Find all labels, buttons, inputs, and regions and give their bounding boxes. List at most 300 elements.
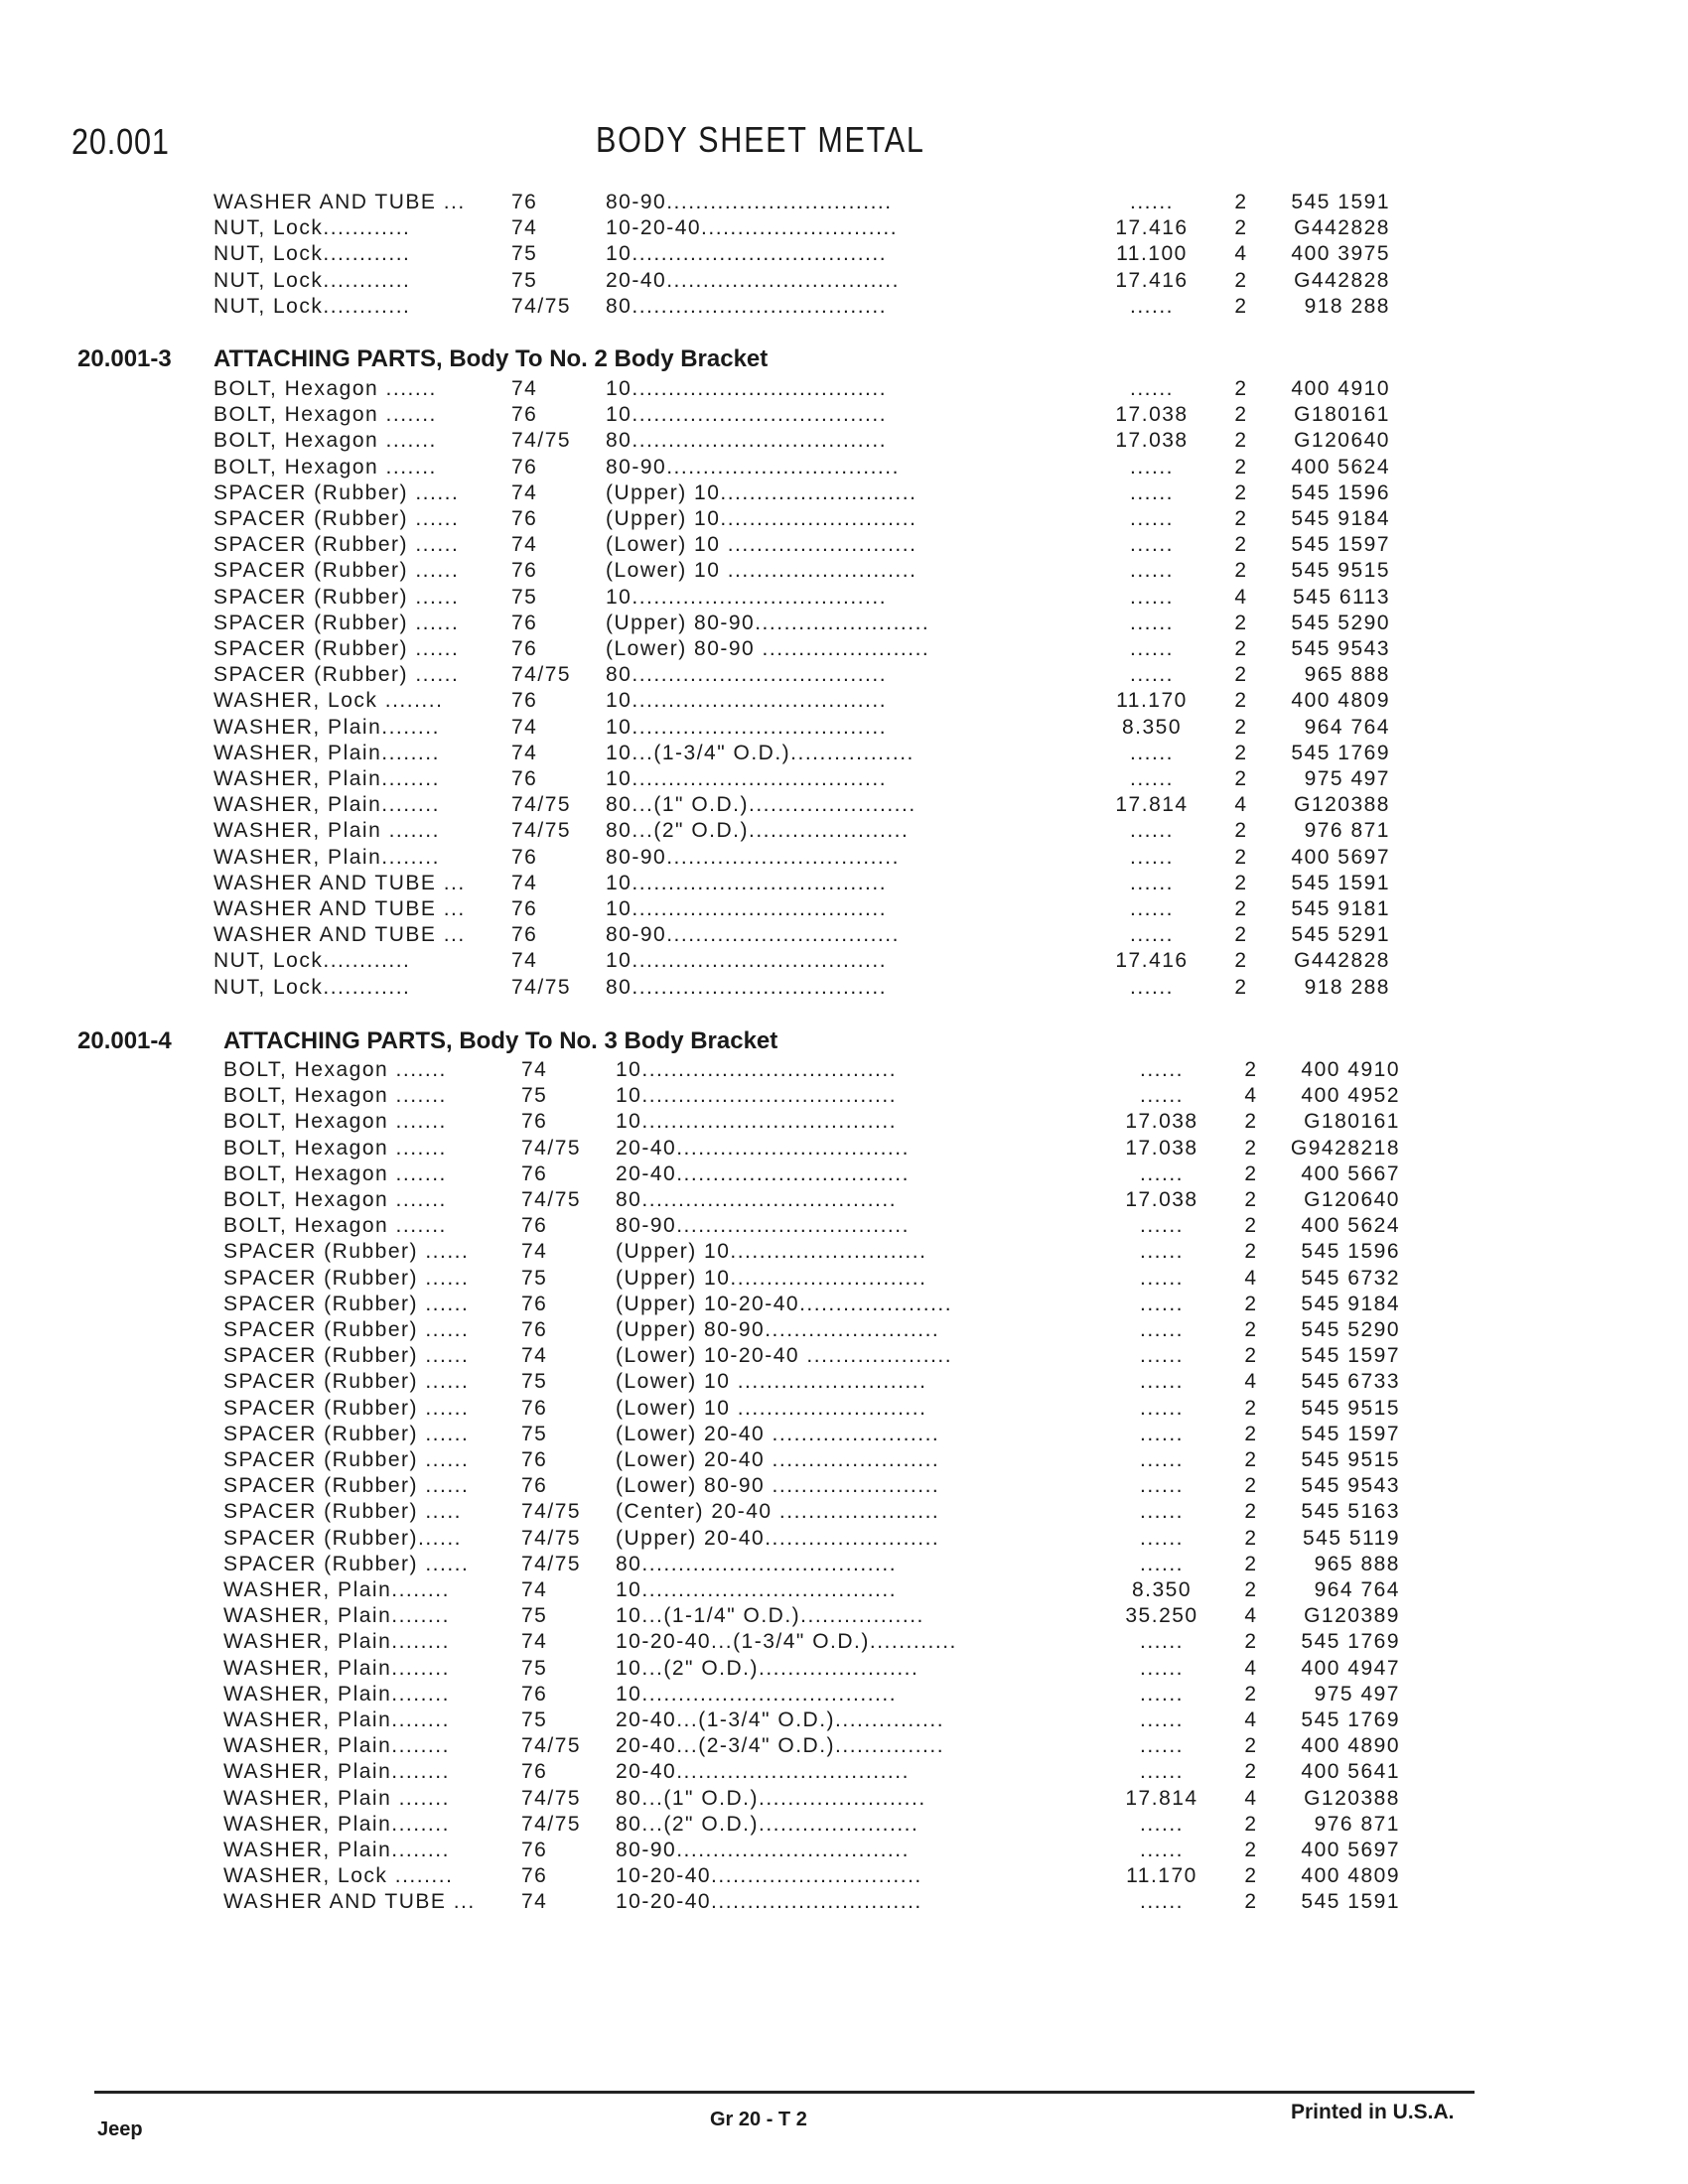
part-year: 75 (521, 1084, 548, 1108)
part-app: 80...(2" O.D.)...................... (616, 1812, 919, 1836)
part-ref: ...... (1139, 1500, 1184, 1524)
part-part: 918 288 (1304, 294, 1390, 318)
part-ref: ...... (1129, 480, 1174, 504)
part-qty: 2 (1234, 897, 1248, 920)
part-name: WASHER, Plain........ (213, 845, 440, 869)
part-qty: 2 (1234, 559, 1248, 583)
part-app: 10................................... (606, 715, 888, 739)
part-year: 75 (521, 1656, 548, 1680)
part-part: 976 871 (1314, 1812, 1400, 1836)
part-year: 76 (511, 191, 538, 213)
part-ref: ...... (1129, 191, 1174, 213)
part-app: (Upper) 10........................... (606, 507, 917, 530)
part-part: 545 5290 (1291, 611, 1390, 634)
part-year: 76 (511, 403, 538, 427)
part-app: 20-40................................ (616, 1136, 910, 1160)
part-qty: 2 (1234, 268, 1248, 292)
part-ref: ...... (1139, 1474, 1184, 1498)
part-qty: 2 (1244, 1318, 1258, 1341)
section-title: ATTACHING PARTS, Body To No. 2 Body Bracket (213, 345, 769, 372)
part-year: 75 (511, 242, 538, 266)
part-qty: 2 (1244, 1839, 1258, 1861)
part-qty: 4 (1244, 1708, 1258, 1731)
part-ref: ...... (1129, 559, 1174, 583)
page-title: BODY SHEET METAL (596, 119, 925, 160)
part-qty: 2 (1234, 637, 1248, 660)
part-qty: 4 (1234, 242, 1248, 266)
part-ref: ...... (1129, 455, 1174, 478)
part-app: (Upper) 80-90........................ (606, 611, 930, 634)
part-qty: 2 (1244, 1136, 1258, 1160)
part-ref: ...... (1139, 1812, 1184, 1836)
part-year: 74/75 (521, 1812, 582, 1836)
part-qty: 2 (1244, 1214, 1258, 1238)
part-year: 74 (511, 871, 538, 894)
part-app: 10-20-40........................... (606, 216, 899, 240)
part-qty: 2 (1234, 689, 1248, 713)
part-name: BOLT, Hexagon ....... (223, 1161, 447, 1185)
part-year: 74 (511, 216, 538, 240)
part-ref: ...... (1139, 1708, 1184, 1731)
part-year: 75 (521, 1604, 548, 1628)
part-name: BOLT, Hexagon ....... (213, 377, 437, 400)
part-ref: ...... (1139, 1552, 1184, 1575)
part-name: SPACER (Rubber) ...... (213, 663, 460, 687)
part-app: 10................................... (606, 871, 888, 894)
part-app: 10................................... (606, 897, 888, 920)
part-part: 545 1596 (1301, 1240, 1400, 1264)
part-part: 545 9543 (1291, 637, 1390, 660)
part-name: WASHER, Plain........ (223, 1578, 450, 1601)
part-name: SPACER (Rubber)...... (223, 1526, 463, 1550)
part-part: 545 1769 (1301, 1708, 1400, 1731)
part-ref: ...... (1129, 377, 1174, 400)
part-ref: ...... (1139, 1448, 1184, 1471)
part-name: BOLT, Hexagon ....... (223, 1110, 447, 1134)
part-ref: 17.814 (1125, 1786, 1198, 1810)
part-qty: 4 (1244, 1266, 1258, 1290)
part-app: (Lower) 20-40 ....................... (616, 1448, 940, 1471)
part-year: 76 (521, 1318, 548, 1341)
part-part: G442828 (1294, 216, 1390, 240)
part-year: 74/75 (511, 975, 572, 999)
part-name: SPACER (Rubber) ...... (223, 1240, 470, 1264)
part-app: 80...(1" O.D.)....................... (616, 1786, 926, 1810)
part-part: 545 9515 (1291, 559, 1390, 583)
part-year: 76 (511, 611, 538, 634)
part-qty: 2 (1244, 1864, 1258, 1888)
part-name: BOLT, Hexagon ....... (223, 1214, 447, 1238)
part-ref: ...... (1129, 819, 1174, 843)
section-title: ATTACHING PARTS, Body To No. 3 Body Bracket (223, 1027, 778, 1054)
footer-divider (94, 2091, 1475, 2094)
part-part: 400 4947 (1301, 1656, 1400, 1680)
part-part: 545 1597 (1301, 1422, 1400, 1445)
part-name: SPACER (Rubber) ...... (223, 1422, 470, 1445)
part-app: 10................................... (616, 1058, 898, 1081)
part-year: 76 (511, 637, 538, 660)
part-app: (Upper) 10-20-40..................... (616, 1292, 953, 1315)
part-year: 76 (511, 845, 538, 869)
part-app: 80-90................................ (606, 923, 900, 947)
part-year: 76 (521, 1161, 548, 1185)
part-year: 74/75 (521, 1500, 582, 1524)
part-year: 74/75 (511, 793, 572, 817)
part-app: 80-90................................ (616, 1214, 910, 1238)
part-name: SPACER (Rubber) ...... (213, 533, 460, 557)
part-ref: 8.350 (1121, 715, 1183, 739)
footer-brand: Jeep (97, 2118, 143, 2140)
part-app: 80-90................................ (606, 845, 900, 869)
part-year: 76 (511, 455, 538, 478)
part-app: 10................................... (606, 403, 888, 427)
part-part: G180161 (1294, 403, 1390, 427)
part-ref: ...... (1139, 1890, 1184, 1914)
part-year: 76 (521, 1448, 548, 1471)
part-app: 10-20-40............................. (616, 1864, 922, 1888)
part-qty: 2 (1234, 845, 1248, 869)
part-qty: 2 (1244, 1760, 1258, 1784)
part-qty: 2 (1234, 455, 1248, 478)
part-part: 545 9515 (1301, 1396, 1400, 1420)
part-app: 10-20-40...(1-3/4" O.D.)............ (616, 1630, 957, 1654)
part-name: WASHER, Plain........ (223, 1839, 450, 1861)
part-app: 20-40...(1-3/4" O.D.)............... (616, 1708, 945, 1731)
part-part: 400 5697 (1291, 845, 1390, 869)
part-year: 75 (511, 585, 538, 609)
part-year: 74 (511, 715, 538, 739)
part-name: SPACER (Rubber) ...... (213, 559, 460, 583)
part-ref: ...... (1139, 1682, 1184, 1706)
part-app: (Upper) 10........................... (606, 480, 917, 504)
part-name: SPACER (Rubber) ...... (213, 637, 460, 660)
part-part: 545 6733 (1301, 1370, 1400, 1394)
part-name: NUT, Lock............ (213, 975, 411, 999)
part-name: WASHER, Plain........ (223, 1682, 450, 1706)
part-app: 20-40................................ (616, 1760, 910, 1784)
part-app: 10...(2" O.D.)...................... (616, 1656, 919, 1680)
part-part: 975 497 (1314, 1682, 1400, 1706)
part-year: 75 (521, 1708, 548, 1731)
part-name: NUT, Lock............ (213, 268, 411, 292)
part-qty: 2 (1244, 1058, 1258, 1081)
part-year: 74/75 (521, 1188, 582, 1211)
part-qty: 4 (1244, 1370, 1258, 1394)
part-part: 545 5290 (1301, 1318, 1400, 1341)
part-name: WASHER, Plain........ (213, 741, 440, 764)
part-part: 965 888 (1314, 1552, 1400, 1575)
part-name: WASHER, Plain ....... (223, 1786, 450, 1810)
part-name: WASHER, Plain........ (223, 1760, 450, 1784)
part-ref: 11.170 (1126, 1864, 1197, 1888)
part-qty: 2 (1234, 533, 1248, 557)
part-qty: 2 (1234, 403, 1248, 427)
part-ref: ...... (1129, 923, 1174, 947)
part-year: 76 (511, 507, 538, 530)
part-ref: ...... (1139, 1161, 1184, 1185)
part-part: 400 4952 (1301, 1084, 1400, 1108)
part-ref: ...... (1129, 845, 1174, 869)
page-number-header: 20.001 (71, 121, 170, 162)
part-app: 80................................... (606, 429, 888, 453)
part-name: WASHER, Plain........ (223, 1708, 450, 1731)
part-year: 74 (511, 533, 538, 557)
part-year: 75 (521, 1370, 548, 1394)
part-ref: 17.038 (1125, 1136, 1198, 1160)
part-qty: 2 (1244, 1500, 1258, 1524)
part-part: 400 5641 (1301, 1760, 1400, 1784)
part-app: 80-90................................ (606, 455, 900, 478)
part-part: 976 871 (1304, 819, 1390, 843)
part-year: 76 (511, 689, 538, 713)
part-part: 964 764 (1314, 1578, 1400, 1601)
part-app: 10...(1-1/4" O.D.)................. (616, 1604, 924, 1628)
part-ref: ...... (1129, 294, 1174, 318)
part-year: 76 (511, 897, 538, 920)
part-part: G120388 (1294, 793, 1390, 817)
part-name: NUT, Lock............ (213, 242, 411, 266)
part-year: 74 (511, 741, 538, 764)
part-ref: ...... (1139, 1318, 1184, 1341)
part-app: 10................................... (606, 767, 888, 790)
part-qty: 2 (1244, 1734, 1258, 1758)
part-part: G120640 (1294, 429, 1390, 453)
part-year: 74/75 (511, 429, 572, 453)
part-qty: 2 (1234, 611, 1248, 634)
part-name: WASHER, Plain........ (213, 715, 440, 739)
part-app: 80................................... (616, 1552, 898, 1575)
part-part: 400 5624 (1301, 1214, 1400, 1238)
part-qty: 2 (1244, 1552, 1258, 1575)
part-app: 80................................... (606, 975, 888, 999)
part-name: WASHER AND TUBE ... (213, 871, 466, 894)
part-year: 74 (521, 1578, 548, 1601)
part-year: 74 (511, 377, 538, 400)
part-part: 964 764 (1304, 715, 1390, 739)
part-name: SPACER (Rubber) ..... (223, 1500, 463, 1524)
part-ref: ...... (1139, 1084, 1184, 1108)
section-number: 20.001-4 (77, 1027, 172, 1054)
part-year: 76 (521, 1682, 548, 1706)
part-ref: ...... (1139, 1058, 1184, 1081)
part-part: G442828 (1294, 949, 1390, 973)
part-name: NUT, Lock............ (213, 949, 411, 973)
part-app: (Lower) 10-20-40 .................... (616, 1344, 953, 1368)
part-part: 400 4910 (1301, 1058, 1400, 1081)
part-part: 545 5291 (1291, 923, 1390, 947)
part-ref: 35.250 (1125, 1604, 1198, 1628)
part-year: 75 (521, 1266, 548, 1290)
part-app: 80-90................................ (616, 1839, 910, 1861)
part-ref: 17.814 (1115, 793, 1189, 817)
part-qty: 2 (1234, 294, 1248, 318)
part-part: 400 4910 (1291, 377, 1390, 400)
part-qty: 2 (1244, 1344, 1258, 1368)
part-part: 918 288 (1304, 975, 1390, 999)
part-app: (Upper) 10........................... (616, 1240, 927, 1264)
part-qty: 4 (1244, 1656, 1258, 1680)
part-app: (Lower) 20-40 ....................... (616, 1422, 940, 1445)
part-qty: 2 (1244, 1890, 1258, 1914)
part-name: WASHER AND TUBE ... (213, 923, 466, 947)
part-app: 80...(2" O.D.)...................... (606, 819, 910, 843)
part-part: 965 888 (1304, 663, 1390, 687)
part-name: BOLT, Hexagon ....... (213, 403, 437, 427)
part-ref: 11.100 (1116, 242, 1188, 266)
part-qty: 4 (1234, 793, 1248, 817)
part-ref: ...... (1139, 1214, 1184, 1238)
part-qty: 2 (1244, 1110, 1258, 1134)
part-ref: ...... (1139, 1396, 1184, 1420)
part-part: 545 1597 (1301, 1344, 1400, 1368)
part-year: 76 (511, 767, 538, 790)
part-name: WASHER, Plain........ (223, 1630, 450, 1654)
part-ref: ...... (1129, 637, 1174, 660)
part-qty: 2 (1234, 377, 1248, 400)
footer-group-ref: Gr 20 - T 2 (710, 2109, 807, 2130)
part-app: 10................................... (616, 1578, 898, 1601)
part-year: 74/75 (511, 819, 572, 843)
part-part: 545 1597 (1291, 533, 1390, 557)
part-name: BOLT, Hexagon ....... (223, 1058, 447, 1081)
part-part: 975 497 (1304, 767, 1390, 790)
part-name: WASHER, Plain........ (223, 1604, 450, 1628)
part-app: 10................................... (606, 377, 888, 400)
part-app: 10................................... (606, 949, 888, 973)
part-part: 545 1591 (1291, 191, 1390, 213)
part-year: 76 (521, 1760, 548, 1784)
part-ref: ...... (1129, 897, 1174, 920)
part-year: 76 (511, 559, 538, 583)
part-part: 400 4809 (1291, 689, 1390, 713)
part-part: 545 5163 (1301, 1500, 1400, 1524)
part-qty: 2 (1244, 1396, 1258, 1420)
part-year: 74/75 (511, 663, 572, 687)
part-name: BOLT, Hexagon ....... (223, 1188, 447, 1211)
part-app: 80................................... (606, 663, 888, 687)
part-name: WASHER, Plain........ (213, 767, 440, 790)
part-part: 545 1769 (1291, 741, 1390, 764)
part-qty: 2 (1234, 819, 1248, 843)
part-qty: 2 (1234, 480, 1248, 504)
part-year: 76 (521, 1110, 548, 1134)
part-name: SPACER (Rubber) ...... (223, 1292, 470, 1315)
part-qty: 2 (1244, 1630, 1258, 1654)
part-part: 545 1769 (1301, 1630, 1400, 1654)
part-name: WASHER AND TUBE ... (213, 191, 466, 213)
part-part: 545 9181 (1291, 897, 1390, 920)
part-qty: 2 (1234, 191, 1248, 213)
part-ref: 17.416 (1115, 268, 1189, 292)
part-name: WASHER, Lock ........ (213, 689, 444, 713)
part-year: 74 (511, 480, 538, 504)
part-year: 76 (521, 1474, 548, 1498)
part-qty: 2 (1234, 871, 1248, 894)
part-part: G120389 (1304, 1604, 1400, 1628)
part-app: 80-90............................... (606, 191, 893, 213)
part-part: 545 1596 (1291, 480, 1390, 504)
part-year: 76 (521, 1864, 548, 1888)
part-part: G442828 (1294, 268, 1390, 292)
part-year: 76 (521, 1396, 548, 1420)
part-part: G120640 (1304, 1188, 1400, 1211)
part-name: WASHER AND TUBE ... (223, 1890, 476, 1914)
part-qty: 2 (1244, 1161, 1258, 1185)
part-name: BOLT, Hexagon ....... (213, 455, 437, 478)
part-year: 75 (521, 1422, 548, 1445)
part-name: NUT, Lock............ (213, 294, 411, 318)
part-part: 400 4890 (1301, 1734, 1400, 1758)
part-app: 80................................... (606, 294, 888, 318)
part-ref: 8.350 (1131, 1578, 1193, 1601)
part-ref: ...... (1129, 585, 1174, 609)
part-year: 74 (511, 949, 538, 973)
part-ref: ...... (1139, 1734, 1184, 1758)
part-app: 10-20-40............................. (616, 1890, 922, 1914)
part-year: 74/75 (521, 1734, 582, 1758)
part-year: 75 (511, 268, 538, 292)
part-ref: ...... (1139, 1526, 1184, 1550)
part-ref: ...... (1139, 1240, 1184, 1264)
part-qty: 2 (1234, 923, 1248, 947)
part-name: BOLT, Hexagon ....... (223, 1084, 447, 1108)
part-qty: 2 (1244, 1422, 1258, 1445)
part-part: 400 4809 (1301, 1864, 1400, 1888)
part-app: 20-40................................ (616, 1161, 910, 1185)
part-app: (Lower) 80-90 ....................... (606, 637, 930, 660)
part-app: (Lower) 10 .......................... (606, 533, 917, 557)
part-part: 545 1591 (1301, 1890, 1400, 1914)
part-app: 10................................... (606, 585, 888, 609)
part-part: G120388 (1304, 1786, 1400, 1810)
part-qty: 2 (1244, 1682, 1258, 1706)
part-qty: 2 (1234, 715, 1248, 739)
part-part: G180161 (1304, 1110, 1400, 1134)
part-ref: ...... (1139, 1344, 1184, 1368)
part-name: SPACER (Rubber) ...... (213, 585, 460, 609)
part-ref: ...... (1139, 1630, 1184, 1654)
part-part: 400 3975 (1291, 242, 1390, 266)
part-qty: 2 (1244, 1812, 1258, 1836)
part-ref: ...... (1129, 741, 1174, 764)
section-number: 20.001-3 (77, 345, 172, 372)
part-app: (Upper) 10........................... (616, 1266, 927, 1290)
part-year: 74/75 (511, 294, 572, 318)
part-app: (Upper) 80-90........................ (616, 1318, 940, 1341)
part-ref: 17.038 (1115, 403, 1189, 427)
part-ref: ...... (1139, 1292, 1184, 1315)
part-qty: 2 (1234, 429, 1248, 453)
part-year: 74/75 (521, 1526, 582, 1550)
part-name: SPACER (Rubber) ...... (223, 1370, 470, 1394)
part-qty: 4 (1234, 585, 1248, 609)
part-name: SPACER (Rubber) ...... (223, 1344, 470, 1368)
part-year: 74 (521, 1630, 548, 1654)
footer-printed: Printed in U.S.A. (1291, 2101, 1455, 2123)
part-part: 400 5624 (1291, 455, 1390, 478)
part-name: SPACER (Rubber) ...... (223, 1266, 470, 1290)
part-qty: 2 (1234, 507, 1248, 530)
part-ref: 17.038 (1125, 1110, 1198, 1134)
part-app: (Lower) 10 .......................... (606, 559, 917, 583)
part-ref: ...... (1139, 1839, 1184, 1861)
part-qty: 4 (1244, 1604, 1258, 1628)
part-year: 74 (521, 1240, 548, 1264)
part-ref: ...... (1129, 533, 1174, 557)
part-name: BOLT, Hexagon ....... (213, 429, 437, 453)
part-qty: 2 (1234, 767, 1248, 790)
part-name: SPACER (Rubber) ...... (223, 1318, 470, 1341)
